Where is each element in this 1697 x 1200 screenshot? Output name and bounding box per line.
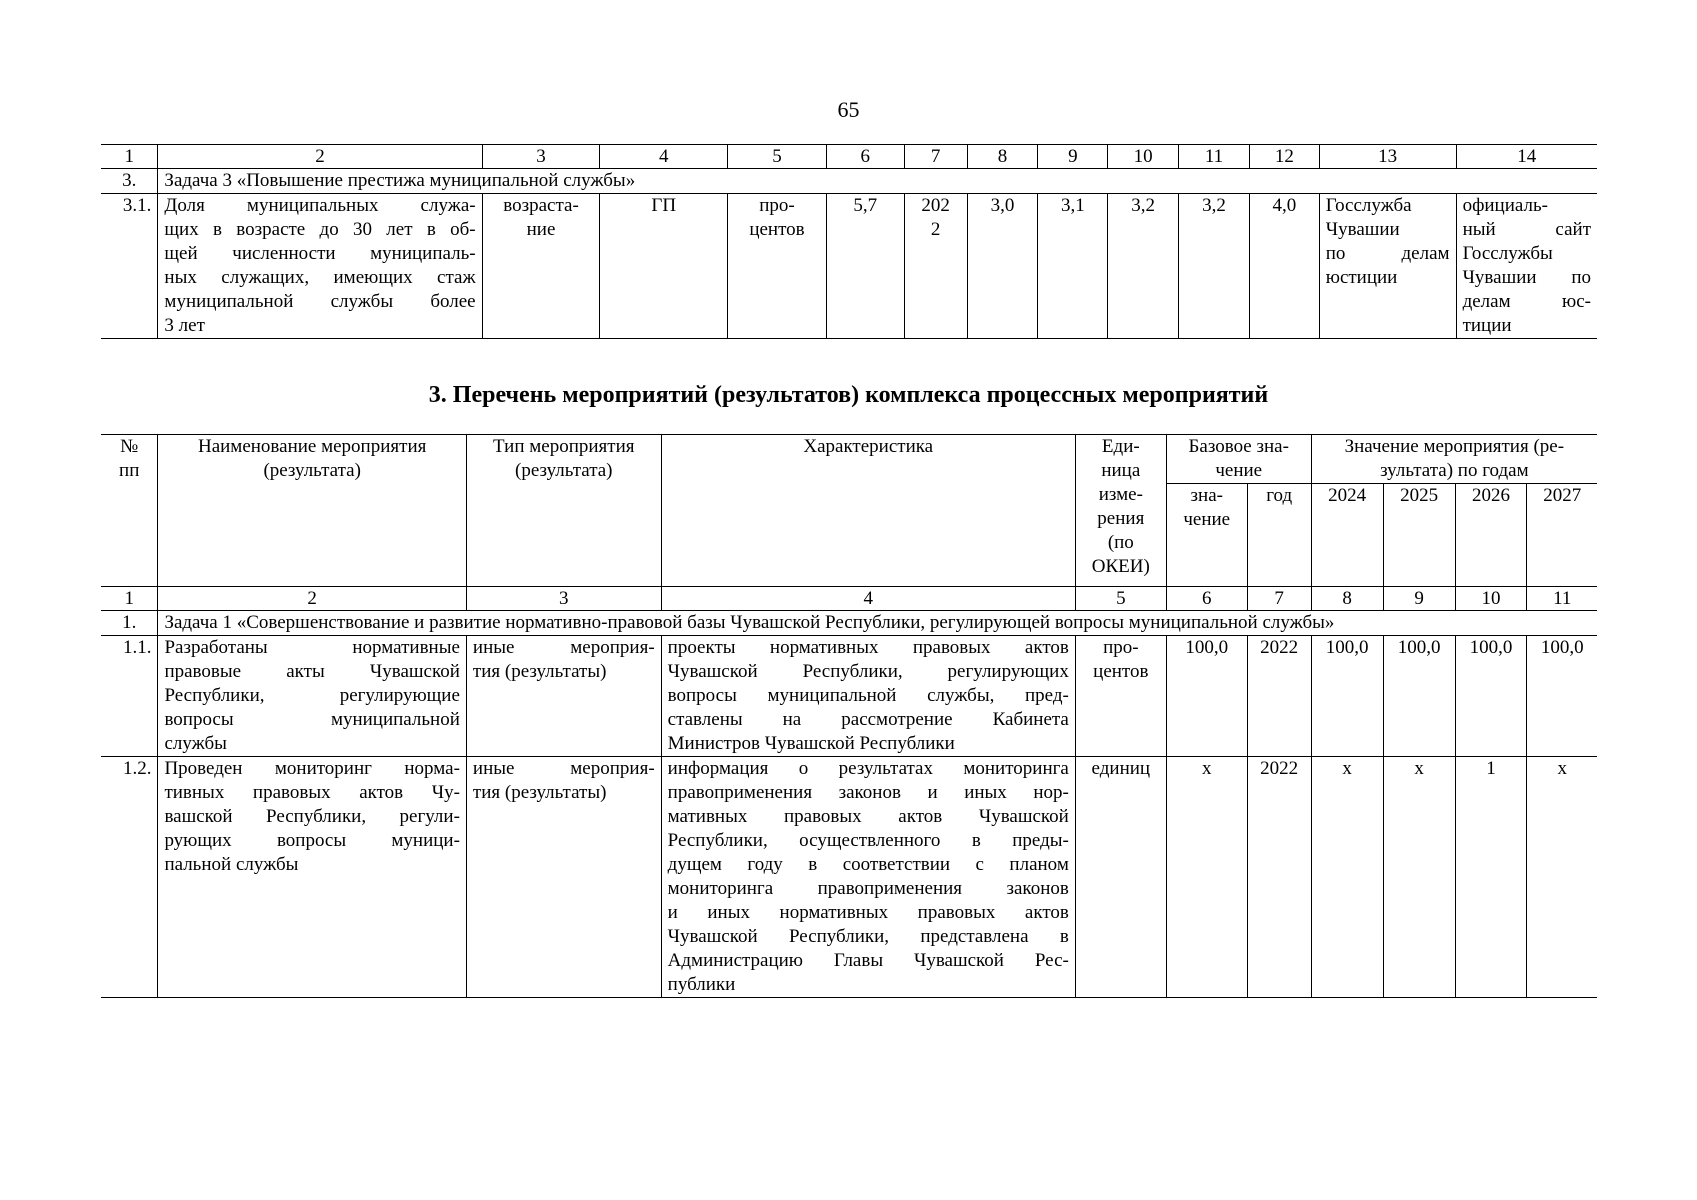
text-line: юстиции bbox=[1325, 267, 1398, 288]
level: ГП bbox=[600, 194, 728, 339]
task-number: 3. bbox=[101, 169, 158, 194]
text-line: чение bbox=[1183, 509, 1231, 530]
section-title: 3. Перечень мероприятий (результатов) комплекса процессных мероприятий bbox=[428, 382, 1269, 408]
text-line: про- bbox=[759, 195, 795, 216]
text-line: Чувашской Республики, регулирующих bbox=[667, 661, 1069, 682]
text-line: мониторинга правоприменения законов bbox=[667, 878, 1069, 899]
text-line: Базовое зна- bbox=[1188, 436, 1289, 457]
text-line: возраста- bbox=[503, 195, 579, 216]
base-year: 2022 bbox=[1247, 636, 1311, 757]
column-number: 5 bbox=[728, 145, 827, 169]
text-line: пальной службы bbox=[164, 854, 299, 875]
text-line: и иных нормативных правовых актов bbox=[667, 902, 1069, 923]
text-line: по делам bbox=[1325, 243, 1450, 264]
row-number: 3.1. bbox=[101, 194, 158, 339]
indicators-table bbox=[101, 144, 1597, 339]
column-number: 10 bbox=[1455, 587, 1527, 611]
text-line: Значение мероприятия (ре- bbox=[1344, 436, 1565, 457]
text-line: муниципальной службы более bbox=[164, 291, 476, 312]
text-line: (результата) bbox=[263, 460, 361, 481]
column-number: 11 bbox=[1179, 145, 1250, 169]
header-type bbox=[466, 435, 661, 587]
text-line: зультата) по годам bbox=[1380, 460, 1529, 481]
page-number: 65 bbox=[837, 97, 860, 122]
base-value: х bbox=[1166, 757, 1247, 998]
text-line: вашской Республики, регули- bbox=[164, 806, 460, 827]
header-values bbox=[1311, 435, 1597, 484]
header-name bbox=[158, 435, 466, 587]
text-line: тия (результаты) bbox=[472, 782, 607, 803]
text-line: 202 bbox=[921, 195, 950, 216]
value-cell: 4,0 bbox=[1249, 194, 1319, 339]
header-characteristic: Характеристика bbox=[661, 435, 1075, 587]
column-number: 4 bbox=[600, 145, 728, 169]
text-line: № bbox=[120, 436, 139, 457]
text-line: чение bbox=[1215, 460, 1263, 481]
text-line: Доля муниципальных служа- bbox=[164, 195, 476, 216]
value-2024: х bbox=[1311, 757, 1383, 998]
text-line: щей численности муниципаль- bbox=[164, 243, 476, 264]
measure-name bbox=[158, 757, 466, 998]
text-line: Наименование мероприятия bbox=[197, 436, 427, 457]
text-line: центов bbox=[1093, 661, 1149, 682]
text-line: тия (результаты) bbox=[472, 661, 607, 682]
header-year: 2026 bbox=[1455, 484, 1527, 587]
text-line: проекты нормативных правовых актов bbox=[667, 637, 1069, 658]
column-number: 7 bbox=[1247, 587, 1311, 611]
text-line: ница bbox=[1101, 460, 1141, 481]
task-number: 1. bbox=[101, 611, 158, 636]
header-unit bbox=[1075, 435, 1166, 587]
measures-table bbox=[101, 434, 1597, 998]
measure-type bbox=[466, 757, 661, 998]
header-year: 2025 bbox=[1383, 484, 1455, 587]
text-line: 3 лет bbox=[164, 315, 205, 336]
column-number-row bbox=[101, 587, 1597, 611]
measure-name bbox=[158, 636, 466, 757]
text-line: ние bbox=[526, 219, 556, 240]
text-line: иные мероприя- bbox=[472, 758, 655, 779]
base-value: 5,7 bbox=[826, 194, 904, 339]
task-title: Задача 1 «Совершенствование и развитие нормативно-правовой базы Чувашской Республики, регулирующей вопросы муниципальной службы» bbox=[158, 611, 1597, 636]
column-number: 8 bbox=[1311, 587, 1383, 611]
responsible bbox=[1319, 194, 1456, 339]
column-number: 11 bbox=[1527, 587, 1597, 611]
column-number-row bbox=[101, 145, 1597, 169]
column-number: 3 bbox=[482, 145, 600, 169]
column-number: 13 bbox=[1319, 145, 1456, 169]
text-line: (результата) bbox=[515, 460, 613, 481]
column-number: 1 bbox=[101, 145, 158, 169]
text-line: мативных правовых актов Чувашской bbox=[667, 806, 1069, 827]
text-line: рения bbox=[1097, 508, 1145, 529]
value-2024: 100,0 bbox=[1311, 636, 1383, 757]
text-line: центов bbox=[749, 219, 805, 240]
text-line: пп bbox=[119, 460, 140, 481]
text-line: информация о результатах мониторинга bbox=[667, 758, 1069, 779]
text-line: Чувашии bbox=[1325, 219, 1400, 240]
indicator-name bbox=[158, 194, 482, 339]
measure-type bbox=[466, 636, 661, 757]
text-line: Тип мероприятия bbox=[493, 436, 635, 457]
column-number: 10 bbox=[1108, 145, 1179, 169]
text-line: Республики, осуществленного в преды- bbox=[667, 830, 1069, 851]
header-base-value bbox=[1166, 484, 1247, 587]
row-number: 1.1. bbox=[101, 636, 158, 757]
header-base bbox=[1166, 435, 1311, 484]
header-num bbox=[101, 435, 158, 587]
text-line: Еди- bbox=[1101, 436, 1140, 457]
header-row bbox=[101, 435, 1597, 484]
text-line: щих в возрасте до 30 лет в об- bbox=[164, 219, 476, 240]
task-title: Задача 3 «Повышение престижа муниципальной службы» bbox=[158, 169, 1597, 194]
text-line: Разработаны нормативные bbox=[164, 637, 460, 658]
column-number: 6 bbox=[1166, 587, 1247, 611]
text-line: ный сайт bbox=[1462, 219, 1591, 240]
text-line: ных служащих, имеющих стаж bbox=[164, 267, 476, 288]
value-cell: 3,2 bbox=[1179, 194, 1250, 339]
text-line: вопросы муниципальной службы, пред- bbox=[667, 685, 1069, 706]
text-line: рующих вопросы муници- bbox=[164, 830, 460, 851]
table-row bbox=[101, 636, 1597, 757]
text-line: ОКЕИ) bbox=[1091, 556, 1150, 577]
column-number: 7 bbox=[904, 145, 967, 169]
value-cell: 3,0 bbox=[967, 194, 1038, 339]
text-line: Госслужба bbox=[1325, 195, 1412, 216]
table-row bbox=[101, 757, 1597, 998]
value-cell: 3,1 bbox=[1038, 194, 1108, 339]
text-line: Проведен мониторинг норма- bbox=[164, 758, 460, 779]
text-line: иные мероприя- bbox=[472, 637, 655, 658]
column-number: 9 bbox=[1038, 145, 1108, 169]
column-number: 2 bbox=[158, 145, 482, 169]
text-line: Республики, регулирующие bbox=[164, 685, 460, 706]
text-line: Чувашии по bbox=[1462, 267, 1591, 288]
unit bbox=[1075, 636, 1166, 757]
base-year bbox=[904, 194, 967, 339]
column-number: 3 bbox=[466, 587, 661, 611]
text-line: Администрацию Главы Чувашской Рес- bbox=[667, 950, 1069, 971]
text-line: тиции bbox=[1462, 315, 1512, 336]
text-line: публики bbox=[667, 974, 736, 995]
unit bbox=[1075, 757, 1166, 998]
header-year: 2027 bbox=[1527, 484, 1597, 587]
column-number: 6 bbox=[826, 145, 904, 169]
text-line: дущем году в соответствии с планом bbox=[667, 854, 1069, 875]
column-number: 5 bbox=[1075, 587, 1166, 611]
text-line: правовые акты Чувашской bbox=[164, 661, 460, 682]
text-line: изме- bbox=[1098, 484, 1143, 505]
value-2027: х bbox=[1527, 757, 1597, 998]
base-year: 2022 bbox=[1247, 757, 1311, 998]
task-row bbox=[101, 611, 1597, 636]
text-line: ставлены на рассмотрение Кабинета bbox=[667, 709, 1069, 730]
text-line: про- bbox=[1103, 637, 1139, 658]
table-row bbox=[101, 194, 1597, 339]
text-line: Госслужбы bbox=[1462, 243, 1553, 264]
info-source bbox=[1456, 194, 1597, 339]
value-2026: 1 bbox=[1455, 757, 1527, 998]
text-line: вопросы муниципальной bbox=[164, 709, 460, 730]
text-line: официаль- bbox=[1462, 195, 1548, 216]
column-number: 2 bbox=[158, 587, 466, 611]
column-number: 4 bbox=[661, 587, 1075, 611]
measure-characteristic bbox=[661, 636, 1075, 757]
text-line: 2 bbox=[930, 219, 941, 240]
task-row bbox=[101, 169, 1597, 194]
value-2026: 100,0 bbox=[1455, 636, 1527, 757]
value-2027: 100,0 bbox=[1527, 636, 1597, 757]
text-line: Чувашской Республики, представлена в bbox=[667, 926, 1069, 947]
column-number: 14 bbox=[1456, 145, 1597, 169]
text-line: правоприменения законов и иных нор- bbox=[667, 782, 1069, 803]
column-number: 8 bbox=[967, 145, 1038, 169]
unit bbox=[728, 194, 827, 339]
text-line: Министров Чувашской Республики bbox=[667, 733, 955, 754]
value-2025: 100,0 bbox=[1383, 636, 1455, 757]
column-number: 9 bbox=[1383, 587, 1455, 611]
row-number: 1.2. bbox=[101, 757, 158, 998]
column-number: 12 bbox=[1249, 145, 1319, 169]
text-line: тивных правовых актов Чу- bbox=[164, 782, 460, 803]
trend bbox=[482, 194, 600, 339]
text-line: единиц bbox=[1091, 758, 1151, 779]
text-line: делам юс- bbox=[1462, 291, 1591, 312]
base-value: 100,0 bbox=[1166, 636, 1247, 757]
text-line: службы bbox=[164, 733, 227, 754]
header-year: 2024 bbox=[1311, 484, 1383, 587]
value-cell: 3,2 bbox=[1108, 194, 1179, 339]
text-line: зна- bbox=[1190, 485, 1223, 506]
measure-characteristic bbox=[661, 757, 1075, 998]
column-number: 1 bbox=[101, 587, 158, 611]
text-line: (по bbox=[1107, 532, 1134, 553]
value-2025: х bbox=[1383, 757, 1455, 998]
header-base-year: год bbox=[1247, 484, 1311, 587]
